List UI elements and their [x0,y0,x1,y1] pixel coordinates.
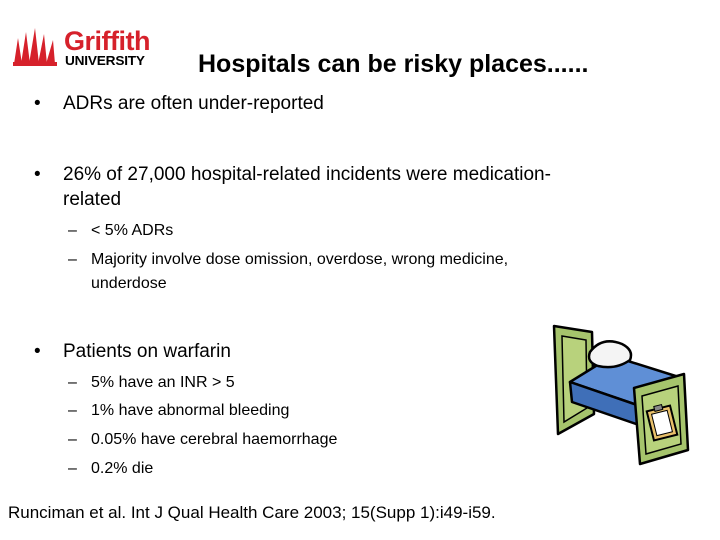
dash-symbol: – [68,251,77,268]
bullet-text-line1: 26% of 27,000 hospital-related incidents were medication- [63,164,551,185]
sub-bullet-text-line2: underdose [91,275,167,292]
bullet-symbol: • [34,93,41,114]
sub-bullet-text: 1% have abnormal bleeding [91,402,290,419]
dash-symbol: – [68,431,77,448]
slide-title: Hospitals can be risky places...... [198,50,589,78]
logo-wordmark: Griffith [64,26,150,56]
hospital-bed-illustration [550,322,695,472]
logo-subtitle: UNIVERSITY [65,53,145,68]
dash-symbol: – [68,402,77,419]
sub-bullet-text-line1: Majority involve dose omission, overdose, wrong medicine, [91,251,509,268]
bullet-symbol: • [34,341,41,362]
sub-bullet-text: 5% have an INR > 5 [91,374,235,391]
university-logo [12,26,162,72]
citation: Runciman et al. Int J Qual Health Care 2003; 15(Supp 1):i49-i59. [8,503,496,522]
bullet-text: ADRs are often under-reported [63,93,324,114]
bullet-symbol: • [34,164,41,185]
dash-symbol: – [68,374,77,391]
bullet-text-line2: related [63,189,122,210]
sub-bullet-text: < 5% ADRs [91,222,174,239]
flame-logo-icon [12,28,60,68]
dash-symbol: – [68,222,77,239]
hospital-bed-icon [550,322,695,467]
sub-bullet-text: 0.05% have cerebral haemorrhage [91,431,338,448]
bullet-text: Patients on warfarin [63,341,231,362]
dash-symbol: – [68,460,77,477]
sub-bullet-text: 0.2% die [91,460,154,477]
